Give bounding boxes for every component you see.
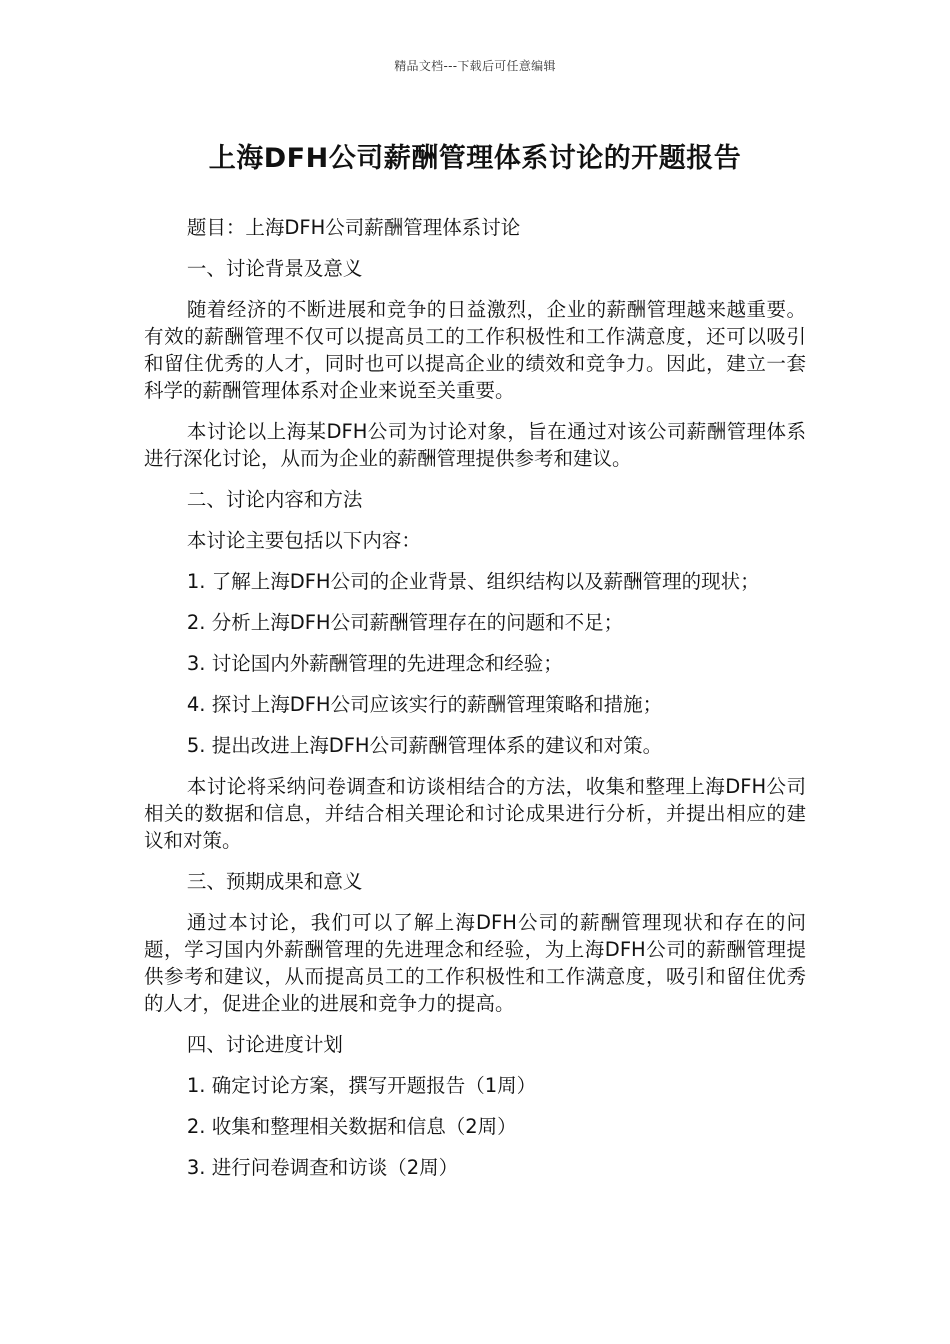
topic-line: 题目：上海DFH公司薪酬管理体系讨论 xyxy=(186,216,521,239)
list-item-content-2: 2. 分析上海DFH公司薪酬管理存在的问题和不足； xyxy=(186,611,624,634)
section-heading-schedule: 四、讨论进度计划 xyxy=(186,1033,343,1056)
paragraph-method: 本讨论将采纳问卷调查和访谈相结合的方法，收集和整理上海DFH公司相关的数据和信息，并结合相关理论和讨论成果进行分析，并提出相应的建议和对策。 xyxy=(144,775,806,852)
document-title: 上海DFH公司薪酬管理体系讨论的开题报告 xyxy=(208,143,742,174)
list-item-content-4: 4. 探讨上海DFH公司应该实行的薪酬管理策略和措施； xyxy=(186,693,663,716)
list-item-content-5: 5. 提出改进上海DFH公司薪酬管理体系的建议和对策。 xyxy=(186,734,663,757)
list-item-content-3: 3. 讨论国内外薪酬管理的先进理念和经验； xyxy=(186,652,563,675)
section-heading-background: 一、讨论背景及意义 xyxy=(186,257,363,280)
section-heading-expected-results: 三、预期成果和意义 xyxy=(186,870,363,893)
list-item-schedule-3: 3. 进行问卷调查和访谈（2周） xyxy=(186,1156,459,1179)
list-item-content-1: 1. 了解上海DFH公司的企业背景、组织结构以及薪酬管理的现状； xyxy=(186,570,760,593)
list-item-schedule-1: 1. 确定讨论方案，撰写开题报告（1周） xyxy=(186,1074,537,1097)
list-item-schedule-2: 2. 收集和整理相关数据和信息（2周） xyxy=(186,1115,517,1138)
paragraph-objective: 本讨论以上海某DFH公司为讨论对象，旨在通过对该公司薪酬管理体系进行深化讨论，从而为企业的薪酬管理提供参考和建议。 xyxy=(144,420,806,470)
paragraph-content-intro: 本讨论主要包括以下内容： xyxy=(186,529,421,552)
paragraph-expected-results: 通过本讨论，我们可以了解上海DFH公司的薪酬管理现状和存在的问题，学习国内外薪酬管理的先进理念和经验，为上海DFH公司的薪酬管理提供参考和建议，从而提高员工的工作积极性和工作满意度，吸引和留住优秀的人才，促进企业的进展和竞争力的提高。 xyxy=(144,911,806,1015)
section-heading-content-method: 二、讨论内容和方法 xyxy=(186,488,363,511)
page-header: 精品文档---下载后可任意编辑 xyxy=(394,59,556,73)
document-body xyxy=(144,214,806,1195)
paragraph-background: 随着经济的不断进展和竞争的日益激烈，企业的薪酬管理越来越重要。有效的薪酬管理不仅可以提高员工的工作积极性和工作满意度，还可以吸引和留住优秀的人才，同时也可以提高企业的绩效和竞争力。因此，建立一套科学的薪酬管理体系对企业来说至关重要。 xyxy=(144,298,806,402)
